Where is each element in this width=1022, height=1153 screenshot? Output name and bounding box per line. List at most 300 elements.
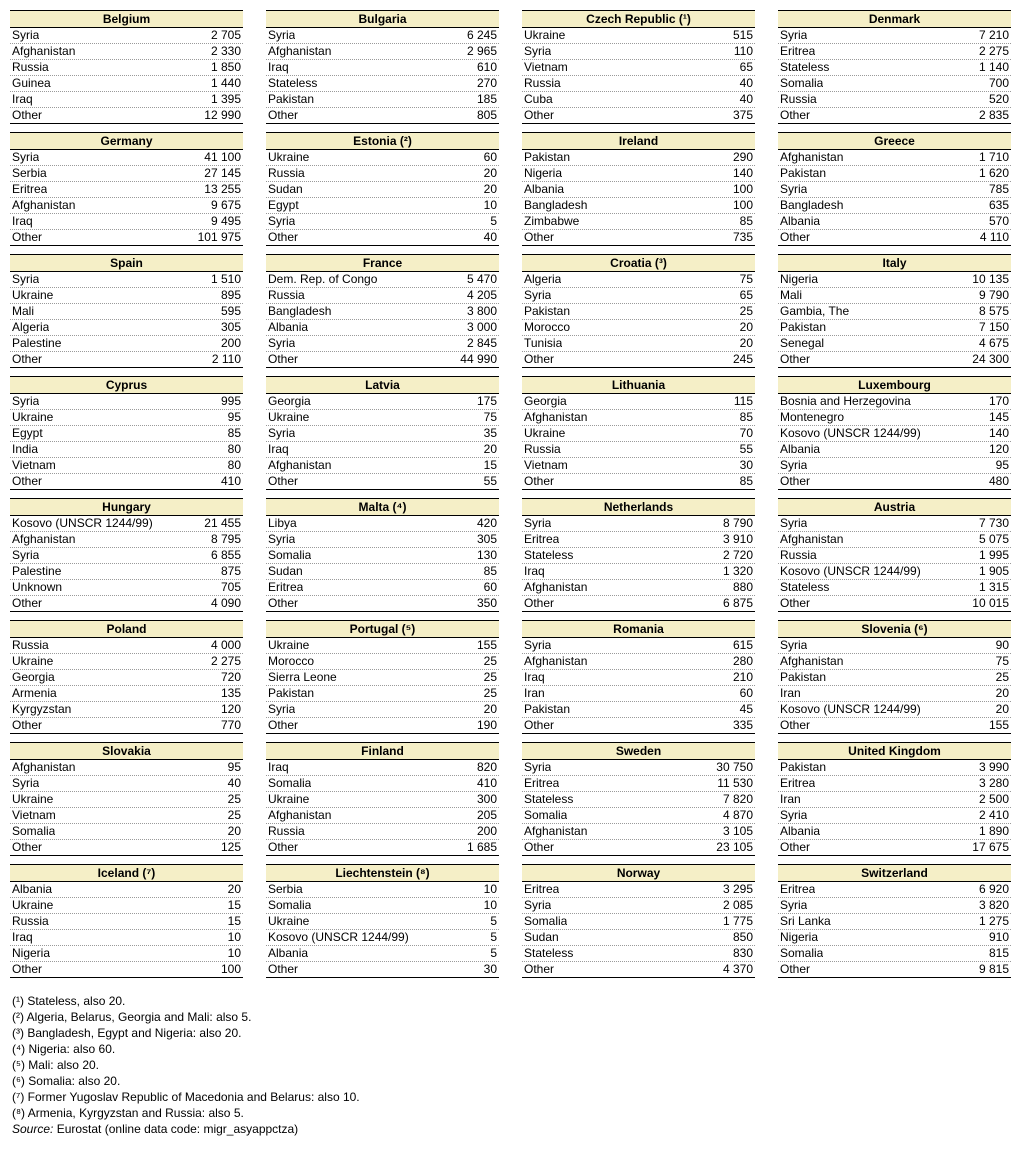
table-row [266, 564, 499, 580]
applicant-count: 5 [490, 946, 497, 960]
table-row [266, 532, 499, 548]
table-row [778, 304, 1011, 320]
applicant-count: 95 [995, 458, 1009, 472]
country-title: Liechtenstein (⁸) [266, 864, 499, 882]
applicant-count: 40 [483, 230, 497, 244]
country-title: Iceland (⁷) [10, 864, 243, 882]
applicant-count: 3 000 [466, 320, 497, 334]
applicant-count: 75 [739, 272, 753, 286]
applicant-count: 5 [490, 930, 497, 944]
citizenship-label: Other [780, 474, 811, 488]
applicant-count: 245 [732, 352, 753, 366]
table-row [266, 914, 499, 930]
applicant-count: 770 [220, 718, 241, 732]
citizenship-label: Ukraine [268, 914, 310, 928]
table-row [522, 458, 755, 474]
citizenship-label: Guinea [12, 76, 51, 90]
citizenship-label: Ukraine [268, 792, 310, 806]
applicant-count: 55 [483, 474, 497, 488]
applicant-count: 40 [739, 92, 753, 106]
table-row [778, 532, 1011, 548]
table-row [10, 548, 243, 564]
table-row [778, 670, 1011, 686]
applicant-count: 95 [227, 760, 241, 774]
applicant-count: 65 [739, 288, 753, 302]
table-row [266, 336, 499, 352]
citizenship-label: Other [268, 474, 299, 488]
applicant-count: 2 275 [210, 654, 241, 668]
citizenship-label: Iraq [268, 442, 289, 456]
citizenship-label: Other [12, 718, 43, 732]
country-title: Romania [522, 620, 755, 638]
table-row [10, 686, 243, 702]
citizenship-label: Syria [268, 532, 296, 546]
applicant-count: 6 855 [210, 548, 241, 562]
citizenship-label: Russia [524, 442, 561, 456]
applicant-count: 25 [227, 792, 241, 806]
table-row [522, 304, 755, 320]
applicant-count: 85 [483, 564, 497, 578]
table-row [522, 548, 755, 564]
citizenship-label: Other [268, 596, 299, 610]
citizenship-label: Syria [12, 394, 40, 408]
table-row [10, 230, 243, 246]
citizenship-label: Nigeria [12, 946, 51, 960]
table-row [10, 336, 243, 352]
table-row [10, 150, 243, 166]
applicant-count: 30 [739, 458, 753, 472]
citizenship-label: Vietnam [524, 458, 568, 472]
country-table [778, 10, 1011, 124]
table-row [522, 516, 755, 532]
citizenship-label: Other [780, 840, 811, 854]
citizenship-label: Russia [268, 288, 305, 302]
country-title: Ireland [522, 132, 755, 150]
table-row [266, 718, 499, 734]
country-table [778, 864, 1011, 978]
applicant-count: 35 [483, 426, 497, 440]
table-row [10, 824, 243, 840]
table-row [10, 214, 243, 230]
applicant-count: 15 [227, 898, 241, 912]
table-row [778, 474, 1011, 490]
table-row [778, 272, 1011, 288]
citizenship-label: Egypt [12, 426, 43, 440]
applicant-count: 610 [476, 60, 497, 74]
applicant-count: 4 205 [466, 288, 497, 302]
citizenship-label: Russia [780, 548, 817, 562]
citizenship-label: Afghanistan [12, 198, 76, 212]
table-row [522, 182, 755, 198]
citizenship-label: Somalia [524, 914, 568, 928]
table-row [522, 596, 755, 612]
citizenship-label: Other [524, 962, 555, 976]
table-row [778, 930, 1011, 946]
table-row [522, 28, 755, 44]
citizenship-label: Mali [12, 304, 35, 318]
table-row [778, 60, 1011, 76]
applicant-count: 815 [988, 946, 1009, 960]
citizenship-label: Vietnam [12, 808, 56, 822]
applicant-count: 3 990 [978, 760, 1009, 774]
country-table [522, 10, 755, 124]
citizenship-label: Syria [780, 808, 808, 822]
citizenship-label: Ukraine [268, 150, 310, 164]
applicant-count: 595 [220, 304, 241, 318]
citizenship-label: Albania [268, 946, 309, 960]
table-row [778, 808, 1011, 824]
citizenship-label: Afghanistan [268, 458, 332, 472]
citizenship-label: Kosovo (UNSCR 1244/99) [780, 426, 921, 440]
table-row [778, 824, 1011, 840]
applicant-count: 45 [739, 702, 753, 716]
applicant-count: 200 [220, 336, 241, 350]
table-row [522, 670, 755, 686]
applicant-count: 7 820 [722, 792, 753, 806]
table-row [522, 150, 755, 166]
table-row [778, 596, 1011, 612]
applicant-count: 55 [739, 442, 753, 456]
country-title: Luxembourg [778, 376, 1011, 394]
applicant-count: 65 [739, 60, 753, 74]
table-row [522, 108, 755, 124]
citizenship-label: Sierra Leone [268, 670, 337, 684]
applicant-count: 9 790 [978, 288, 1009, 302]
applicant-count: 2 275 [978, 44, 1009, 58]
citizenship-label: Other [12, 596, 43, 610]
country-title: United Kingdom [778, 742, 1011, 760]
applicant-count: 480 [988, 474, 1009, 488]
citizenship-label: Tunisia [524, 336, 563, 350]
footnote: (⁶) Somalia: also 20. [12, 1074, 121, 1088]
citizenship-label: Pakistan [780, 760, 827, 774]
applicant-count: 9 675 [210, 198, 241, 212]
citizenship-label: Other [268, 352, 299, 366]
applicant-count: 3 820 [978, 898, 1009, 912]
applicant-count: 20 [995, 702, 1009, 716]
citizenship-label: Syria [524, 760, 552, 774]
citizenship-label: Other [780, 718, 811, 732]
applicant-count: 735 [732, 230, 753, 244]
applicant-count: 20 [483, 182, 497, 196]
table-row [522, 532, 755, 548]
citizenship-label: Other [12, 840, 43, 854]
applicant-count: 350 [476, 596, 497, 610]
country-table [10, 620, 243, 734]
table-row [778, 702, 1011, 718]
citizenship-label: Stateless [524, 548, 574, 562]
applicant-count: 13 255 [204, 182, 241, 196]
applicant-count: 1 995 [978, 548, 1009, 562]
table-row [778, 230, 1011, 246]
applicant-count: 130 [476, 548, 497, 562]
country-table [522, 620, 755, 734]
table-row [778, 776, 1011, 792]
table-row [10, 654, 243, 670]
table-row [522, 930, 755, 946]
applicant-count: 2 720 [722, 548, 753, 562]
table-row [266, 108, 499, 124]
applicant-count: 85 [739, 474, 753, 488]
applicant-count: 20 [739, 336, 753, 350]
table-row [266, 214, 499, 230]
citizenship-label: Albania [780, 214, 821, 228]
table-row [10, 76, 243, 92]
table-row [266, 28, 499, 44]
citizenship-label: Stateless [268, 76, 318, 90]
table-row [266, 288, 499, 304]
table-row [266, 670, 499, 686]
citizenship-label: Albania [12, 882, 53, 896]
citizenship-label: Ukraine [12, 288, 54, 302]
citizenship-label: Afghanistan [780, 654, 844, 668]
citizenship-label: Iraq [12, 214, 33, 228]
applicant-count: 290 [732, 150, 753, 164]
table-row [778, 840, 1011, 856]
applicant-count: 85 [739, 410, 753, 424]
applicant-count: 830 [732, 946, 753, 960]
applicant-count: 10 [227, 946, 241, 960]
table-row [778, 962, 1011, 978]
applicant-count: 410 [220, 474, 241, 488]
table-row [10, 272, 243, 288]
table-row [266, 304, 499, 320]
country-title: Finland [266, 742, 499, 760]
table-row [266, 442, 499, 458]
country-title: Hungary [10, 498, 243, 516]
citizenship-label: Ukraine [524, 426, 566, 440]
table-row [10, 442, 243, 458]
citizenship-label: Afghanistan [524, 580, 588, 594]
table-row [266, 76, 499, 92]
table-row [522, 230, 755, 246]
applicant-count: 75 [483, 410, 497, 424]
applicant-count: 2 845 [466, 336, 497, 350]
country-table [266, 498, 499, 612]
citizenship-label: Syria [524, 44, 552, 58]
country-table [10, 10, 243, 124]
table-row [778, 946, 1011, 962]
citizenship-label: Kosovo (UNSCR 1244/99) [268, 930, 409, 944]
table-row [266, 272, 499, 288]
applicant-count: 60 [483, 150, 497, 164]
table-row [10, 474, 243, 490]
applicant-count: 10 [227, 930, 241, 944]
table-row [266, 946, 499, 962]
citizenship-label: Other [524, 108, 555, 122]
table-row [10, 946, 243, 962]
applicant-count: 615 [732, 638, 753, 652]
table-row [522, 718, 755, 734]
citizenship-label: Other [268, 230, 299, 244]
applicant-count: 100 [732, 198, 753, 212]
citizenship-label: Other [780, 596, 811, 610]
table-row [266, 92, 499, 108]
citizenship-label: Albania [780, 824, 821, 838]
table-row [266, 882, 499, 898]
table-row [522, 288, 755, 304]
citizenship-label: Somalia [780, 76, 824, 90]
applicant-count: 20 [227, 824, 241, 838]
applicant-count: 2 110 [211, 352, 241, 366]
applicant-count: 11 530 [717, 776, 753, 790]
citizenship-label: Other [268, 962, 299, 976]
citizenship-label: Ukraine [12, 898, 54, 912]
citizenship-label: Syria [12, 150, 40, 164]
citizenship-label: Montenegro [780, 410, 845, 424]
table-row [522, 336, 755, 352]
applicant-count: 10 [483, 898, 497, 912]
citizenship-label: Eritrea [780, 882, 816, 896]
country-title: Croatia (³) [522, 254, 755, 272]
table-row [266, 686, 499, 702]
citizenship-label: Libya [268, 516, 297, 530]
applicant-count: 4 090 [210, 596, 241, 610]
applicant-count: 25 [995, 670, 1009, 684]
table-row [10, 304, 243, 320]
country-table [10, 132, 243, 246]
table-row [778, 336, 1011, 352]
applicant-count: 85 [739, 214, 753, 228]
applicant-count: 1 140 [978, 60, 1009, 74]
applicant-count: 1 275 [978, 914, 1009, 928]
citizenship-label: Syria [780, 638, 808, 652]
footnote: (¹) Stateless, also 20. [12, 994, 126, 1008]
table-row [778, 442, 1011, 458]
citizenship-label: Iraq [524, 670, 545, 684]
table-row [522, 760, 755, 776]
citizenship-label: Eritrea [780, 44, 816, 58]
table-row [778, 718, 1011, 734]
table-row [266, 198, 499, 214]
citizenship-label: Zimbabwe [524, 214, 580, 228]
country-table [778, 498, 1011, 612]
table-row [778, 898, 1011, 914]
citizenship-label: Syria [780, 898, 808, 912]
citizenship-label: Russia [12, 914, 49, 928]
table-row [10, 410, 243, 426]
table-row [778, 182, 1011, 198]
table-row [266, 776, 499, 792]
table-row [522, 352, 755, 368]
table-row [778, 458, 1011, 474]
table-row [266, 150, 499, 166]
citizenship-label: Unknown [12, 580, 63, 594]
applicant-count: 720 [220, 670, 241, 684]
citizenship-label: Other [268, 108, 299, 122]
applicant-count: 2 330 [210, 44, 241, 58]
applicant-count: 6 245 [466, 28, 497, 42]
citizenship-label: Bangladesh [780, 198, 844, 212]
table-row [266, 548, 499, 564]
table-row [266, 930, 499, 946]
applicant-count: 25 [227, 808, 241, 822]
applicant-count: 85 [227, 426, 241, 440]
citizenship-label: Palestine [12, 564, 62, 578]
footnote: (⁵) Mali: also 20. [12, 1058, 99, 1072]
table-row [778, 564, 1011, 580]
applicant-count: 27 145 [204, 166, 241, 180]
table-row [10, 962, 243, 978]
applicant-count: 80 [227, 458, 241, 472]
table-row [522, 214, 755, 230]
applicant-count: 10 [483, 198, 497, 212]
table-row [778, 150, 1011, 166]
citizenship-label: Syria [268, 28, 296, 42]
table-row [778, 426, 1011, 442]
table-row [10, 580, 243, 596]
applicant-count: 7 730 [978, 516, 1009, 530]
table-row [522, 320, 755, 336]
applicant-count: 10 [483, 882, 497, 896]
citizenship-label: Afghanistan [268, 44, 332, 58]
citizenship-label: Syria [780, 458, 808, 472]
applicant-count: 110 [733, 44, 753, 58]
applicant-count: 60 [483, 580, 497, 594]
citizenship-label: Kosovo (UNSCR 1244/99) [780, 564, 921, 578]
citizenship-label: Algeria [12, 320, 50, 334]
citizenship-label: Egypt [268, 198, 299, 212]
applicant-count: 2 085 [722, 898, 753, 912]
citizenship-label: Other [780, 352, 811, 366]
applicant-count: 210 [732, 670, 753, 684]
citizenship-label: Other [524, 230, 555, 244]
country-table [10, 864, 243, 978]
applicant-count: 5 075 [978, 532, 1009, 546]
table-row [10, 564, 243, 580]
applicant-count: 820 [476, 760, 497, 774]
citizenship-label: Somalia [268, 776, 312, 790]
applicant-count: 25 [483, 686, 497, 700]
table-row [522, 92, 755, 108]
citizenship-label: Syria [780, 516, 808, 530]
citizenship-label: Ukraine [268, 638, 310, 652]
applicant-count: 4 870 [722, 808, 753, 822]
footnote: (⁷) Former Yugoslav Republic of Macedonia and Belarus: also 10. [12, 1090, 360, 1104]
applicant-count: 785 [988, 182, 1009, 196]
applicant-count: 3 280 [978, 776, 1009, 790]
table-row [522, 638, 755, 654]
citizenship-label: Vietnam [12, 458, 56, 472]
applicant-count: 570 [988, 214, 1009, 228]
citizenship-label: Iraq [524, 564, 545, 578]
applicant-count: 4 675 [978, 336, 1009, 350]
table-row [522, 776, 755, 792]
citizenship-label: Somalia [524, 808, 568, 822]
footnote: (⁴) Nigeria: also 60. [12, 1042, 116, 1056]
citizenship-label: Afghanistan [12, 760, 76, 774]
citizenship-label: Afghanistan [780, 150, 844, 164]
country-table [522, 376, 755, 490]
table-row [778, 516, 1011, 532]
country-table [10, 254, 243, 368]
country-title: Netherlands [522, 498, 755, 516]
country-title: Slovenia (⁶) [778, 620, 1011, 638]
citizenship-label: Other [524, 840, 555, 854]
country-table [778, 254, 1011, 368]
table-row [522, 564, 755, 580]
citizenship-label: Pakistan [780, 320, 827, 334]
country-title: Poland [10, 620, 243, 638]
applicant-count: 5 [490, 214, 497, 228]
applicant-count: 155 [988, 718, 1009, 732]
applicant-count: 60 [739, 686, 753, 700]
table-row [266, 166, 499, 182]
citizenship-label: Ukraine [12, 792, 54, 806]
applicant-count: 41 100 [204, 150, 241, 164]
applicant-count: 2 410 [978, 808, 1009, 822]
table-row [522, 76, 755, 92]
